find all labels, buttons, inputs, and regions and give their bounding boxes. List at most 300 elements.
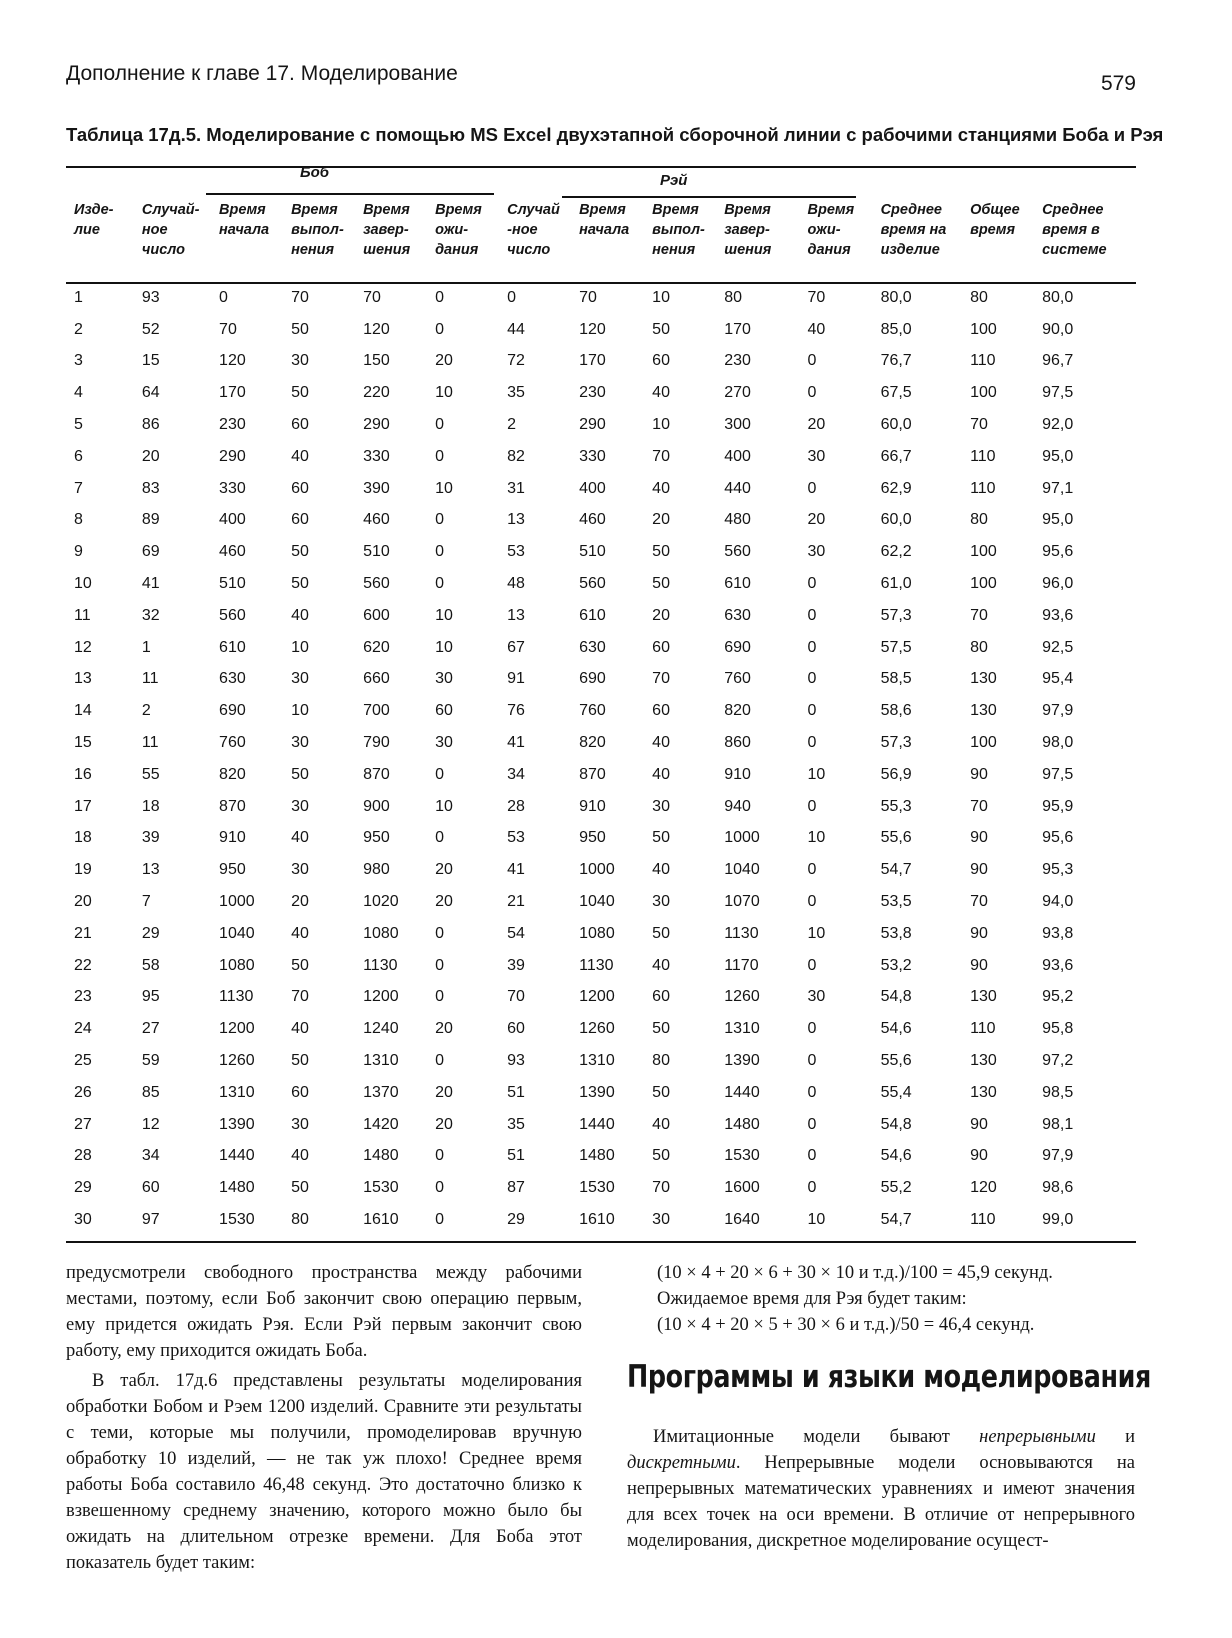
table-cell: 50 <box>291 956 309 974</box>
table-cell: 1070 <box>724 893 760 911</box>
table-cell: 0 <box>807 797 817 815</box>
table-cell: 50 <box>652 924 670 942</box>
table-cell: 11 <box>74 606 91 624</box>
table-cell: 560 <box>724 543 751 561</box>
table-cell: 95,0 <box>1042 447 1074 465</box>
table-cell: 330 <box>363 447 390 465</box>
table-cell: 10 <box>652 416 670 434</box>
table-cell: 480 <box>724 511 751 529</box>
table-cell: 95,6 <box>1042 829 1074 847</box>
table-cell: 13 <box>507 511 525 529</box>
table-row <box>66 854 1136 886</box>
group-rule-bob <box>206 193 494 195</box>
table-cell: 51 <box>507 1083 525 1101</box>
header-ray-wait: Время ожи-дания <box>807 202 855 258</box>
table-cell: 760 <box>579 702 606 720</box>
table-cell: 1480 <box>219 1179 255 1197</box>
table-cell: 30 <box>652 797 670 815</box>
table-cell: 690 <box>724 638 751 656</box>
table-cell: 30 <box>291 734 309 752</box>
table-cell: 90 <box>970 1147 988 1165</box>
table-cell: 54,6 <box>880 1147 912 1165</box>
table-cell: 60 <box>652 702 670 720</box>
table-cell: 120 <box>970 1179 997 1197</box>
paragraph-left-2: В табл. 17д.6 представлены результаты моделирования обработки Бобом и Рэем 1200 изделий. Сравните эти результаты с теми, которые мы получили, промоделировав вручную обработку 10 изделий, — не так уж плохо! Среднее время работы Боба составило 46,48 секунд. Это достаточно близко к взвешенному среднему значению, которого можно было бы ожидать на длительном отрезке времени. Для Боба этот показатель будет таким: <box>66 1371 582 1573</box>
table-cell: 55 <box>141 765 160 783</box>
table-cell: 20 <box>652 511 670 529</box>
table-cell: 94,0 <box>1042 893 1074 911</box>
table-cell: 70 <box>970 797 988 815</box>
table-cell: 70 <box>652 670 670 688</box>
table-cell: 61,0 <box>880 575 912 593</box>
table-cell: 110 <box>970 447 996 465</box>
table-cell: 97,1 <box>1042 479 1074 497</box>
table-cell: 270 <box>724 384 751 402</box>
table-cell: 60 <box>652 988 670 1006</box>
table-cell: 80 <box>291 1211 309 1228</box>
table-cell: 30 <box>291 797 309 815</box>
table-cell: 0 <box>219 288 228 306</box>
table-row <box>66 505 1136 537</box>
right-column <box>627 1260 1151 1554</box>
table-row <box>66 441 1136 473</box>
table-cell: 95,6 <box>1042 543 1074 561</box>
table-cell: 0 <box>807 861 817 879</box>
table-cell: 57,5 <box>880 638 912 656</box>
table-cell: 80 <box>970 288 988 306</box>
table-cell: 1310 <box>579 1052 615 1070</box>
table-cell: 60 <box>507 1020 525 1038</box>
table-cell: 54,7 <box>880 861 912 879</box>
table-cell: 13 <box>74 670 92 688</box>
table-row <box>66 1109 1136 1141</box>
table-row <box>66 282 1136 314</box>
table-cell: 24 <box>74 1020 92 1038</box>
group-label-ray: Рэй <box>660 172 688 189</box>
table-cell: 220 <box>363 384 390 402</box>
table-cell: 60 <box>291 479 309 497</box>
table-cell: 27 <box>74 1115 92 1133</box>
table-cell: 39 <box>141 829 160 847</box>
table-cell: 0 <box>435 288 444 306</box>
table-cell: 0 <box>807 1179 817 1197</box>
table-cell: 0 <box>807 1115 817 1133</box>
table-cell: 0 <box>807 575 817 593</box>
table-cell: 1130 <box>219 988 254 1006</box>
table-cell: 230 <box>579 384 606 402</box>
table-cell: 72 <box>507 352 525 370</box>
table-cell: 1440 <box>579 1115 615 1133</box>
table-cell: 950 <box>579 829 606 847</box>
table-cell: 40 <box>652 765 670 783</box>
table-cell: 35 <box>507 384 525 402</box>
group-rule-ray <box>562 196 856 198</box>
table-cell: 170 <box>219 384 246 402</box>
table-cell: 30 <box>291 352 309 370</box>
table-cell: 120 <box>219 352 246 370</box>
table-cell: 1610 <box>579 1211 615 1228</box>
table-cell: 20 <box>435 1115 453 1133</box>
table-cell: 400 <box>579 479 606 497</box>
table-cell: 400 <box>219 511 246 529</box>
table-cell: 96,0 <box>1042 575 1074 593</box>
table-cell: 900 <box>363 797 390 815</box>
table-cell: 29 <box>507 1211 525 1228</box>
table-cell: 1260 <box>219 1052 255 1070</box>
table-cell: 50 <box>652 575 670 593</box>
table-cell: 0 <box>435 416 444 434</box>
table-cell: 2 <box>141 702 151 720</box>
table-cell: 10 <box>807 1211 826 1228</box>
table-cell: 0 <box>807 1052 817 1070</box>
table-cell: 10 <box>807 924 826 942</box>
table-cell: 1040 <box>579 893 615 911</box>
table-cell: 16 <box>74 765 92 783</box>
table-cell: 10 <box>435 479 453 497</box>
table-cell: 40 <box>291 1147 309 1165</box>
table-cell: 20 <box>435 1020 453 1038</box>
table-cell: 95,9 <box>1042 797 1074 815</box>
table-cell: 55,4 <box>880 1083 912 1101</box>
table-cell: 54,8 <box>880 1115 912 1133</box>
table-cell: 300 <box>724 416 751 434</box>
table-cell: 1200 <box>363 988 399 1006</box>
table-cell: 93,8 <box>1042 924 1074 942</box>
table-cell: 85 <box>141 1083 160 1101</box>
table-cell: 820 <box>219 765 246 783</box>
page-number: 579 <box>1100 72 1136 95</box>
header-ray-start: Время начала <box>579 202 630 238</box>
header-bob-start: Время начала <box>219 202 270 238</box>
table-cell: 1080 <box>579 924 615 942</box>
table-cell: 0 <box>435 765 444 783</box>
table-cell: 0 <box>435 1052 444 1070</box>
table-cell: 22 <box>74 956 92 974</box>
simulation-table <box>66 200 1136 1236</box>
header-ray-end: Время завер-шения <box>724 202 772 258</box>
table-cell: 40 <box>291 1020 309 1038</box>
table-cell: 97 <box>141 1211 160 1228</box>
table-cell: 950 <box>363 829 390 847</box>
table-cell: 630 <box>724 606 751 624</box>
table-cell: 230 <box>724 352 751 370</box>
table-cell: 1000 <box>579 861 615 879</box>
table-cell: 40 <box>652 479 670 497</box>
table-cell: 90 <box>970 829 988 847</box>
table-cell: 330 <box>219 479 246 497</box>
table-cell: 25 <box>74 1052 92 1070</box>
table-cell: 10 <box>435 638 453 656</box>
table-cell: 50 <box>291 543 309 561</box>
table-cell: 120 <box>579 320 606 338</box>
table-cell: 30 <box>291 1115 309 1133</box>
table-cell: 95,3 <box>1042 861 1074 879</box>
table-cell: 40 <box>291 924 309 942</box>
table-cell: 76,7 <box>880 352 912 370</box>
table-cell: 13 <box>141 861 160 879</box>
table-cell: 55,6 <box>880 1052 912 1070</box>
table-cell: 85,0 <box>880 320 912 338</box>
table-cell: 6 <box>74 447 83 465</box>
table-header-row <box>66 200 1136 282</box>
table-cell: 18 <box>74 829 92 847</box>
header-ray-exec: Время выпол-нения <box>652 202 705 258</box>
table-cell: 560 <box>363 575 390 593</box>
table-cell: 1000 <box>724 829 760 847</box>
table-cell: 17 <box>74 797 92 815</box>
table-cell: 20 <box>652 606 670 624</box>
table-cell: 660 <box>363 670 390 688</box>
table-cell: 50 <box>291 320 309 338</box>
table-cell: 130 <box>970 988 997 1006</box>
table-cell: 52 <box>141 320 160 338</box>
table-cell: 93,6 <box>1042 956 1074 974</box>
table-cell: 98,5 <box>1042 1083 1074 1101</box>
table-cell: 41 <box>507 734 525 752</box>
table-cell: 510 <box>363 543 390 561</box>
header-bob-wait: Время ожи-дания <box>435 202 482 258</box>
table-cell: 56,9 <box>880 765 912 783</box>
table-cell: 90 <box>970 924 988 942</box>
table-cell: 50 <box>652 1083 670 1101</box>
table-cell: 1260 <box>724 988 760 1006</box>
table-cell: 60,0 <box>880 511 912 529</box>
table-cell: 1200 <box>579 988 615 1006</box>
table-cell: 460 <box>219 543 246 561</box>
table-cell: 66,7 <box>880 447 912 465</box>
table-cell: 92,5 <box>1042 638 1074 656</box>
table-cell: 18 <box>141 797 160 815</box>
table-cell: 30 <box>807 543 826 561</box>
table-cell: 70 <box>807 288 826 306</box>
table-cell: 1240 <box>363 1020 399 1038</box>
table-row <box>66 823 1136 855</box>
table-cell: 50 <box>291 575 309 593</box>
table-cell: 59 <box>141 1052 160 1070</box>
table-cell: 97,5 <box>1042 384 1074 402</box>
table-cell: 97,5 <box>1042 765 1074 783</box>
table-cell: 0 <box>807 893 817 911</box>
table-cell: 510 <box>579 543 606 561</box>
table-cell: 0 <box>435 511 444 529</box>
table-cell: 40 <box>652 734 670 752</box>
table-cell: 14 <box>74 702 92 720</box>
table-cell: 30 <box>435 734 453 752</box>
table-row <box>66 1045 1136 1077</box>
table-cell: 30 <box>74 1211 92 1228</box>
table-cell: 54,8 <box>880 988 912 1006</box>
table-cell: 820 <box>579 734 606 752</box>
ray-intro: Ожидаемое время для Рэя будет таким: <box>657 1289 967 1309</box>
table-cell: 1440 <box>724 1083 760 1101</box>
table-cell: 2 <box>507 416 517 434</box>
table-cell: 690 <box>579 670 606 688</box>
table-cell: 15 <box>141 352 160 370</box>
table-cell: 54,7 <box>880 1211 912 1228</box>
table-cell: 54,6 <box>880 1020 912 1038</box>
table-cell: 89 <box>141 511 160 529</box>
table-row <box>66 886 1136 918</box>
table-row <box>66 759 1136 791</box>
table-cell: 0 <box>435 575 444 593</box>
section-heading: Программы и языки моделирования <box>627 1359 1151 1395</box>
table-cell: 55,6 <box>880 829 912 847</box>
table-cell: 28 <box>74 1147 92 1165</box>
table-cell: 40 <box>291 606 309 624</box>
table-row <box>66 346 1136 378</box>
table-cell: 12 <box>141 1115 160 1133</box>
table-cell: 40 <box>652 1115 670 1133</box>
table-cell: 39 <box>507 956 525 974</box>
table-cell: 98,6 <box>1042 1179 1074 1197</box>
table-cell: 70 <box>291 988 309 1006</box>
table-cell: 30 <box>807 988 826 1006</box>
table-cell: 20 <box>435 893 453 911</box>
table-cell: 100 <box>970 734 997 752</box>
table-cell: 10 <box>807 765 826 783</box>
table-cell: 82 <box>507 447 525 465</box>
table-cell: 90 <box>970 765 988 783</box>
table-cell: 58,6 <box>880 702 912 720</box>
table-cell: 910 <box>724 765 751 783</box>
table-cell: 20 <box>141 447 160 465</box>
header-bob-random: Случай-ное число <box>141 202 200 258</box>
table-cell: 91 <box>507 670 525 688</box>
header-avg-item: Среднее время на изделие <box>880 202 947 258</box>
table-cell: 34 <box>507 765 525 783</box>
table-cell: 560 <box>579 575 606 593</box>
table-cell: 21 <box>507 893 525 911</box>
table-cell: 0 <box>507 288 517 306</box>
table-cell: 30 <box>652 893 670 911</box>
table-cell: 55,2 <box>880 1179 912 1197</box>
table-cell: 54 <box>507 924 525 942</box>
table-cell: 950 <box>219 861 246 879</box>
table-cell: 1480 <box>724 1115 760 1133</box>
table-cell: 1130 <box>363 956 398 974</box>
formula-ray: (10 × 4 + 20 × 5 + 30 × 6 и т.д.)/50 = 46,4 секунд. <box>657 1315 1035 1335</box>
table-cell: 620 <box>363 638 390 656</box>
table-cell: 330 <box>579 447 606 465</box>
table-cell: 1000 <box>219 893 255 911</box>
table-cell: 910 <box>579 797 606 815</box>
table-cell: 1390 <box>724 1052 760 1070</box>
table-row <box>66 377 1136 409</box>
table-cell: 60 <box>141 1179 160 1197</box>
table-cell: 26 <box>74 1083 92 1101</box>
table-cell: 50 <box>652 320 670 338</box>
table-cell: 92,0 <box>1042 416 1074 434</box>
table-cell: 10 <box>291 638 309 656</box>
table-cell: 80 <box>970 511 988 529</box>
table-cell: 7 <box>141 893 151 911</box>
table-cell: 1260 <box>579 1020 615 1038</box>
table-cell: 0 <box>435 924 444 942</box>
table-cell: 0 <box>807 638 817 656</box>
table-cell: 150 <box>363 352 390 370</box>
table-cell: 44 <box>507 320 525 338</box>
table-cell: 0 <box>807 956 817 974</box>
header-bob-exec: Время выпол-нения <box>291 202 344 258</box>
table-cell: 50 <box>291 1052 309 1070</box>
table-cell: 34 <box>141 1147 160 1165</box>
table-cell: 10 <box>435 606 453 624</box>
table-cell: 1040 <box>724 861 760 879</box>
table-cell: 1 <box>74 288 83 306</box>
table-cell: 80 <box>724 288 742 306</box>
table-cell: 11 <box>141 734 159 752</box>
table-cell: 100 <box>970 384 997 402</box>
table-cell: 76 <box>507 702 525 720</box>
table-cell: 80,0 <box>1042 288 1074 306</box>
table-row <box>66 1204 1136 1236</box>
table-cell: 1390 <box>219 1115 255 1133</box>
table-cell: 400 <box>724 447 751 465</box>
table-cell: 1530 <box>219 1211 255 1228</box>
table-cell: 170 <box>579 352 606 370</box>
table-cell: 70 <box>970 893 988 911</box>
table-cell: 97,2 <box>1042 1052 1074 1070</box>
paragraph-right <box>627 1424 1135 1554</box>
table-cell: 0 <box>807 606 817 624</box>
table-cell: 98,0 <box>1042 734 1074 752</box>
table-cell: 0 <box>807 670 817 688</box>
table-cell: 58,5 <box>880 670 912 688</box>
table-cell: 5 <box>74 416 83 434</box>
header-item: Изде-лие <box>74 202 114 238</box>
table-cell: 630 <box>579 638 606 656</box>
table-cell: 50 <box>652 829 670 847</box>
table-cell: 1130 <box>579 956 614 974</box>
table-cell: 110 <box>970 1020 996 1038</box>
table-cell: 440 <box>724 479 751 497</box>
table-cell: 20 <box>435 861 453 879</box>
table-cell: 820 <box>724 702 751 720</box>
table-row <box>66 314 1136 346</box>
table-cell: 110 <box>970 1211 996 1228</box>
table-cell: 110 <box>970 479 996 497</box>
table-cell: 83 <box>141 479 160 497</box>
table-cell: 67 <box>507 638 525 656</box>
table-row <box>66 982 1136 1014</box>
table-cell: 53,2 <box>880 956 912 974</box>
table-cell: 60 <box>291 416 309 434</box>
table-cell: 70 <box>219 320 237 338</box>
table-cell: 100 <box>970 543 997 561</box>
table-cell: 100 <box>970 320 997 338</box>
table-cell: 70 <box>363 288 381 306</box>
table-cell: 40 <box>807 320 826 338</box>
table-cell: 67,5 <box>880 384 912 402</box>
table-cell: 50 <box>652 543 670 561</box>
left-column <box>66 1260 582 1576</box>
table-cell: 0 <box>807 702 817 720</box>
table-cell: 40 <box>291 447 309 465</box>
table-cell: 1610 <box>363 1211 399 1228</box>
para-text-b: и <box>1095 1427 1136 1447</box>
header-total: Общее время <box>970 202 1020 238</box>
table-cell: 2 <box>74 320 83 338</box>
table-row <box>66 791 1136 823</box>
table-cell: 860 <box>724 734 751 752</box>
table-bottom-rule <box>66 1241 1136 1243</box>
table-cell: 980 <box>363 861 390 879</box>
table-cell: 290 <box>579 416 606 434</box>
table-cell: 60 <box>652 638 670 656</box>
table-cell: 560 <box>219 606 246 624</box>
table-cell: 86 <box>141 416 160 434</box>
table-cell: 630 <box>219 670 246 688</box>
